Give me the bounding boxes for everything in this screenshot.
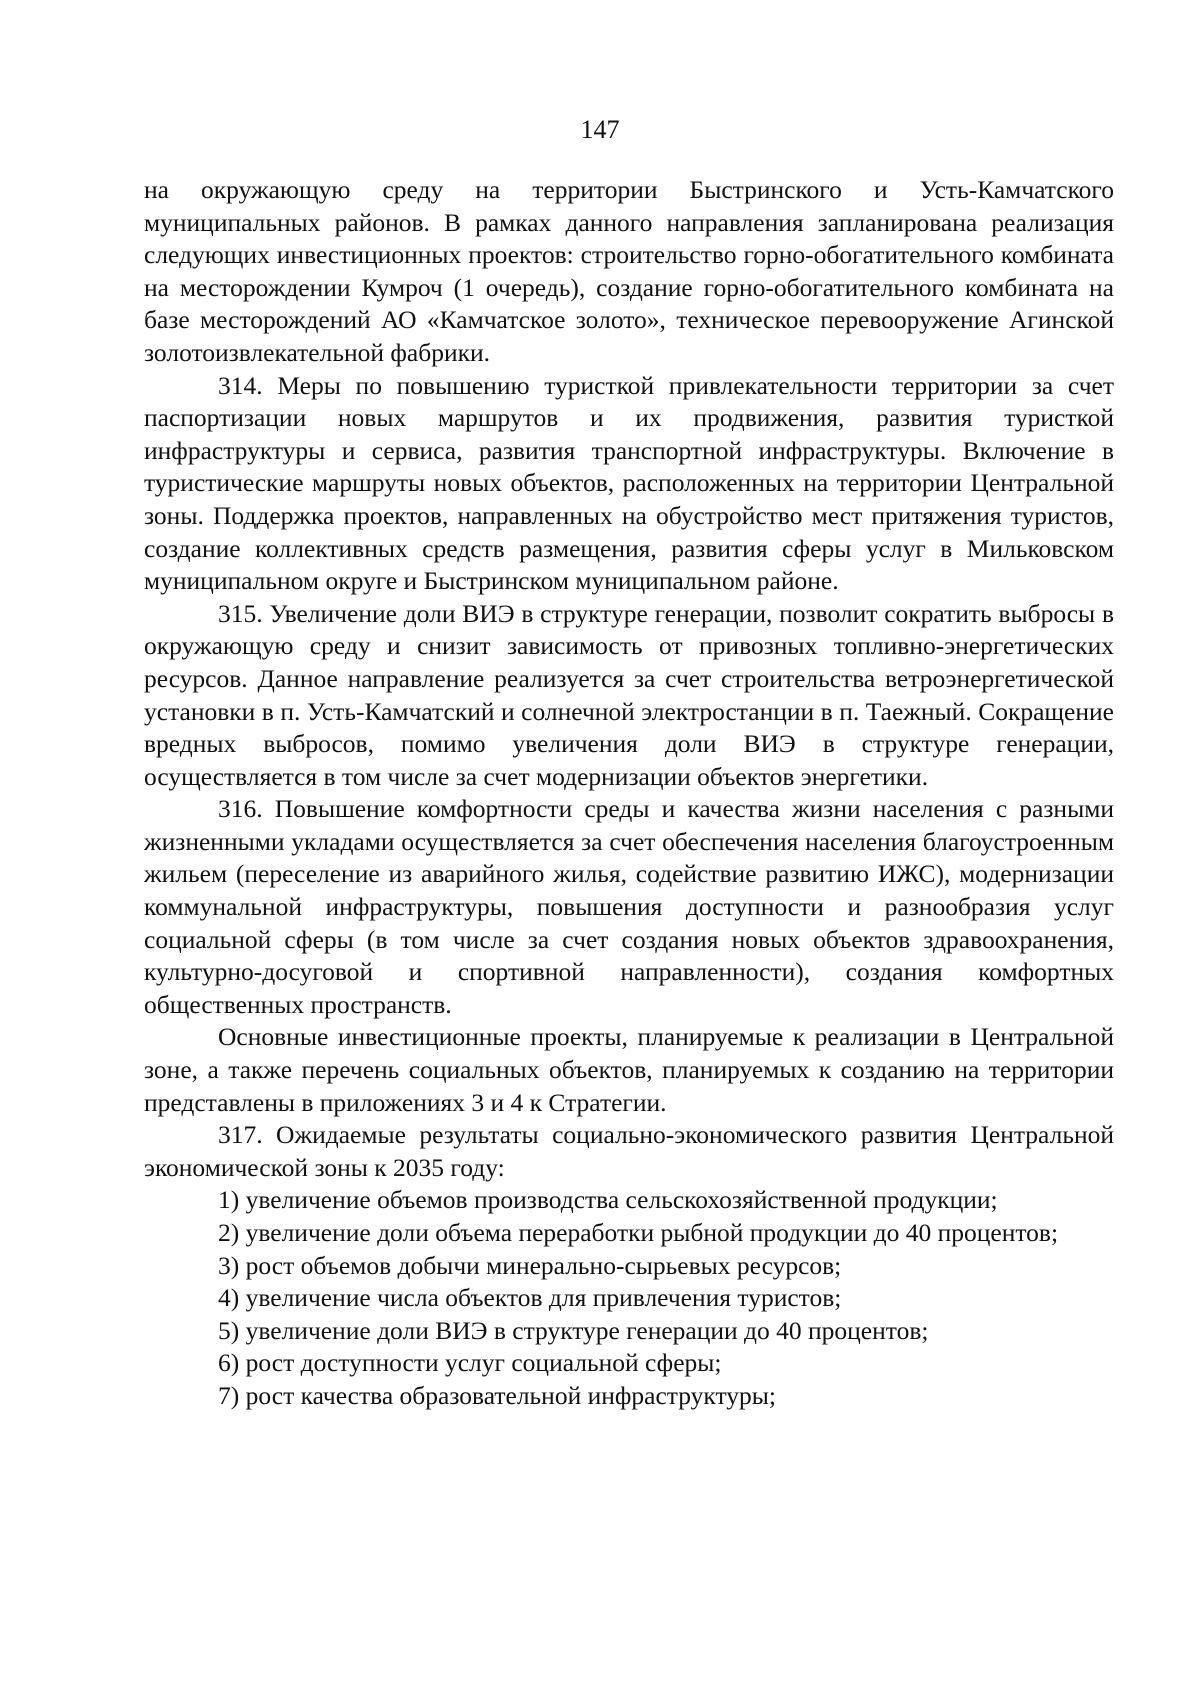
- list-item-2: 2) увеличение доли объема переработки рыбной продукции до 40 процентов;: [218, 1218, 1059, 1247]
- list-item-4: 4) увеличение числа объектов для привлечения туристов;: [218, 1283, 842, 1313]
- paragraph-315: 315. Увеличение доли ВИЭ в структуре генерации, позволит сократить выбросы в окружающую среду и снизит зависимость от привозных топливно-энергетических ресурсов. Данное направление реализуется за счет строительства ветроэнергетической установки в п. Усть-Камчатский и солнечной электростанции в п. Таежный. Сокращение вредных выбросов, помимо увеличения доли ВИЭ в структуре генерации, осуществляется в том числе за счет модернизации объектов энергетики.: [144, 598, 1114, 791]
- paragraph-continuation: на окружающую среду на территории Быстринского и Усть-Камчатского муниципальных районов. В рамках данного направления запланирована реализация следующих инвестиционных проектов: строительство горно-обогатительного комбината на месторождении Кумроч (1 очередь), создание горно-обогатительного комбината на базе месторождений АО «Камчатское золото», техническое перевооружение Агинской золотоизвлекательной фабрики.: [144, 175, 1114, 367]
- list-item-3: 3) рост объемов добычи минерально-сырьевых ресурсов;: [218, 1250, 842, 1280]
- document-body: [144, 174, 1114, 1413]
- list-item-7: 7) рост качества образовательной инфраструктуры;: [218, 1380, 776, 1410]
- paragraph-investment-projects: Основные инвестиционные проекты, планируемые к реализации в Центральной зоне, а также перечень социальных объектов, планируемых к созданию на территории представлены в приложениях 3 и 4 к Стратегии.: [144, 1022, 1114, 1117]
- list-item-5: 5) увеличение доли ВИЭ в структуре генерации до 40 процентов;: [218, 1315, 929, 1345]
- list-item-6: 6) рост доступности услуг социальной сферы;: [218, 1348, 722, 1378]
- page-number: 147: [580, 115, 620, 144]
- list-item-1: 1) увеличение объемов производства сельскохозяйственной продукции;: [218, 1185, 998, 1215]
- paragraph-316: 316. Повышение комфортности среды и качества жизни населения с разными жизненными укладами осуществляется за счет обеспечения населения благоустроенным жильем (переселение из аварийного жилья, содействие развитию ИЖС), модернизации коммунальной инфраструктуры, повышения доступности и разнообразия услуг социальной сферы (в том числе за счет создания новых объектов здравоохранения, культурно-досуговой и спортивной направленности), создания комфортных общественных пространств.: [144, 794, 1114, 1019]
- paragraph-314: 314. Меры по повышению туристкой привлекательности территории за счет паспортизации новых маршрутов и их продвижения, развития туристкой инфраструктуры и сервиса, развития транспортной инфраструктуры. Включение в туристические маршруты новых объектов, расположенных на территории Центральной зоны. Поддержка проектов, направленных на обустройство мест притяжения туристов, создание коллективных средств размещения, развития сферы услуг в Мильковском муниципальном округе и Быстринском муниципальном районе.: [144, 370, 1114, 596]
- paragraph-317: 317. Ожидаемые результаты социально-экономического развития Центральной экономической зоны к 2035 году:: [144, 1120, 1114, 1182]
